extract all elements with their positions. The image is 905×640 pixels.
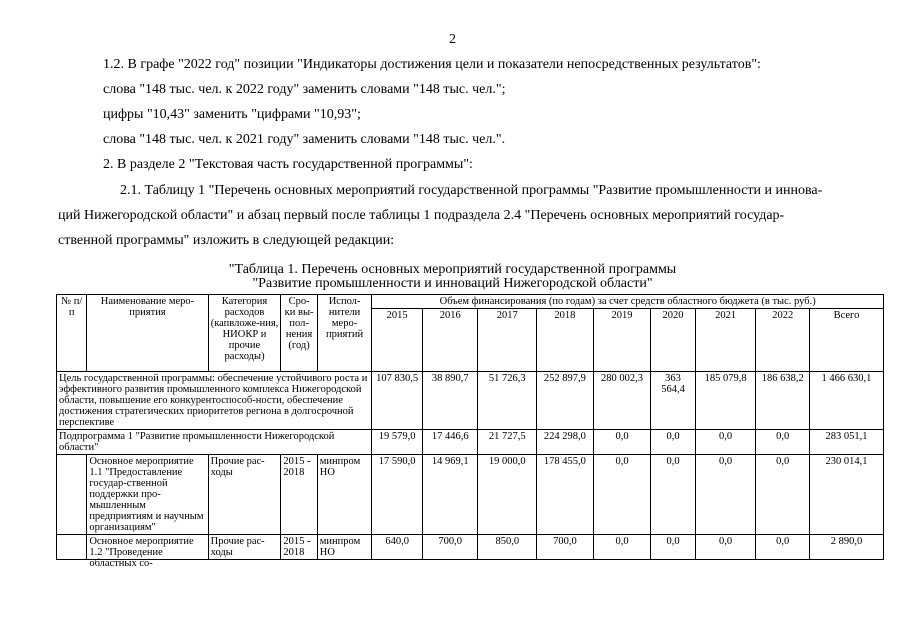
- measure-executor: минпром НО: [317, 455, 372, 535]
- value-cell: 107 830,5: [372, 372, 423, 430]
- header-executors: Испол-нители меро-приятий: [317, 295, 372, 372]
- value-cell: 19 000,0: [478, 455, 537, 535]
- program-table: [56, 294, 884, 569]
- header-name: Наименование меро-приятия: [87, 295, 208, 372]
- paragraph-section-2: 2. В разделе 2 "Текстовая часть государственной программы":: [103, 157, 473, 172]
- value-cell: 186 638,2: [756, 372, 810, 430]
- value-cell: 1 466 630,1: [809, 372, 883, 430]
- header-year: 2021: [695, 309, 756, 372]
- header-year: 2017: [478, 309, 537, 372]
- value-cell: 0,0: [756, 455, 810, 535]
- value-cell: 17 590,0: [372, 455, 423, 535]
- value-cell: 0,0: [651, 535, 695, 560]
- page-number: 2: [449, 32, 456, 47]
- table-caption-line1: "Таблица 1. Перечень основных мероприятий государственной программы: [228, 262, 677, 277]
- paragraph-2-1-line2: ций Нижегородской области" и абзац первый после таблицы 1 подраздела 2.4 "Перечень основных мероприятий государ-: [58, 208, 785, 223]
- measure-terms-text: 2015 - 2018: [283, 536, 311, 558]
- value-cell: 0,0: [695, 455, 756, 535]
- header-year: 2019: [593, 309, 651, 372]
- value-cell: 38 890,7: [422, 372, 478, 430]
- table-row-subprogram: [57, 430, 884, 455]
- value-cell: 640,0: [372, 535, 423, 560]
- table-caption-line2: "Развитие промышленности и инноваций Нижегородской области": [252, 276, 653, 291]
- value-cell: 224 298,0: [537, 430, 594, 455]
- value-cell: 0,0: [651, 455, 695, 535]
- value-cell: 283 051,1: [809, 430, 883, 455]
- table-row-measure-1-2: [57, 535, 884, 560]
- value-cell: 363 564,4: [651, 372, 695, 430]
- paragraph-2-1-line3: ственной программы" изложить в следующей редакции:: [58, 233, 395, 248]
- header-total: Всего: [809, 309, 883, 372]
- table-row-measure-1-1: [57, 455, 884, 535]
- value-cell: 14 969,1: [422, 455, 478, 535]
- value-cell: 0,0: [695, 535, 756, 560]
- subprogram-text: Подпрограмма 1 "Развитие промышленности Нижегородской области": [57, 430, 372, 455]
- value-cell: 0,0: [593, 430, 651, 455]
- value-cell: 17 446,6: [422, 430, 478, 455]
- value-cell: 185 079,8: [695, 372, 756, 430]
- measure-name-text: Основное мероприятие 1.2 "Проведение областных со-: [89, 536, 194, 569]
- paragraph-words-2022: слова "148 тыс. чел. к 2022 году" заменить словами "148 тыс. чел.";: [103, 82, 506, 97]
- value-cell: 280 002,3: [593, 372, 651, 430]
- header-terms: Сро-ки вы-пол-нения (год): [281, 295, 317, 372]
- value-cell: 0,0: [756, 535, 810, 560]
- measure-name: Основное мероприятие 1.1 "Предоставление государ-ственной поддержки про-мышленным предприятиям и научным организациям": [87, 455, 208, 535]
- measure-terms: [281, 535, 317, 560]
- header-year: 2022: [756, 309, 810, 372]
- value-cell: 2 890,0: [809, 535, 883, 560]
- header-num: № п/п: [57, 295, 87, 372]
- paragraph-words-2021: слова "148 тыс. чел. к 2021 году" заменить словами "148 тыс. чел.".: [103, 132, 506, 147]
- measure-executor: [317, 535, 372, 560]
- header-year: 2018: [537, 309, 594, 372]
- value-cell: 51 726,3: [478, 372, 537, 430]
- measure-terms: 2015 - 2018: [281, 455, 317, 535]
- goal-text: Цель государственной программы: обеспечение устойчивого роста и эффективного развития промышленного комплекса Нижегородской области, повышение его конкурентоспособ-ности, обеспечение достижения стратегических приоритетов региона в долгосрочной перспективе: [57, 372, 372, 430]
- value-cell: 252 897,9: [537, 372, 594, 430]
- header-funding: Объем финансирования (по годам) за счет средств областного бюджета (в тыс. руб.): [372, 295, 884, 309]
- measure-name: [87, 535, 208, 569]
- measure-category: Прочие рас-ходы: [208, 455, 281, 535]
- measure-category: [208, 535, 281, 560]
- paragraph-2-1-line1: 2.1. Таблицу 1 "Перечень основных мероприятий государственной программы "Развитие промышленности и иннова-: [120, 183, 823, 198]
- value-cell: 700,0: [422, 535, 478, 560]
- value-cell: 230 014,1: [809, 455, 883, 535]
- value-cell: 0,0: [695, 430, 756, 455]
- header-year: 2015: [372, 309, 423, 372]
- row-num: [57, 535, 87, 560]
- value-cell: 700,0: [537, 535, 594, 560]
- paragraph-digits: цифры "10,43" заменить "цифрами "10,93";: [103, 107, 361, 122]
- value-cell: 850,0: [478, 535, 537, 560]
- row-num: [57, 455, 87, 535]
- paragraph-1-2: 1.2. В графе "2022 год" позиции "Индикаторы достижения цели и показатели непосредственных результатов":: [103, 57, 761, 72]
- value-cell: 19 579,0: [372, 430, 423, 455]
- measure-executor-text: минпром НО: [319, 536, 361, 558]
- value-cell: 0,0: [593, 455, 651, 535]
- header-category: Категория расходов (капвложе-ния, НИОКР и прочие расходы): [208, 295, 281, 372]
- value-cell: 178 455,0: [537, 455, 594, 535]
- value-cell: 21 727,5: [478, 430, 537, 455]
- header-year: 2016: [422, 309, 478, 372]
- value-cell: 0,0: [593, 535, 651, 560]
- value-cell: 0,0: [651, 430, 695, 455]
- value-cell: 0,0: [756, 430, 810, 455]
- table-row-goal: [57, 372, 884, 430]
- table-header-row: [57, 295, 884, 309]
- measure-category-text: Прочие рас-ходы: [210, 536, 265, 558]
- header-year: 2020: [651, 309, 695, 372]
